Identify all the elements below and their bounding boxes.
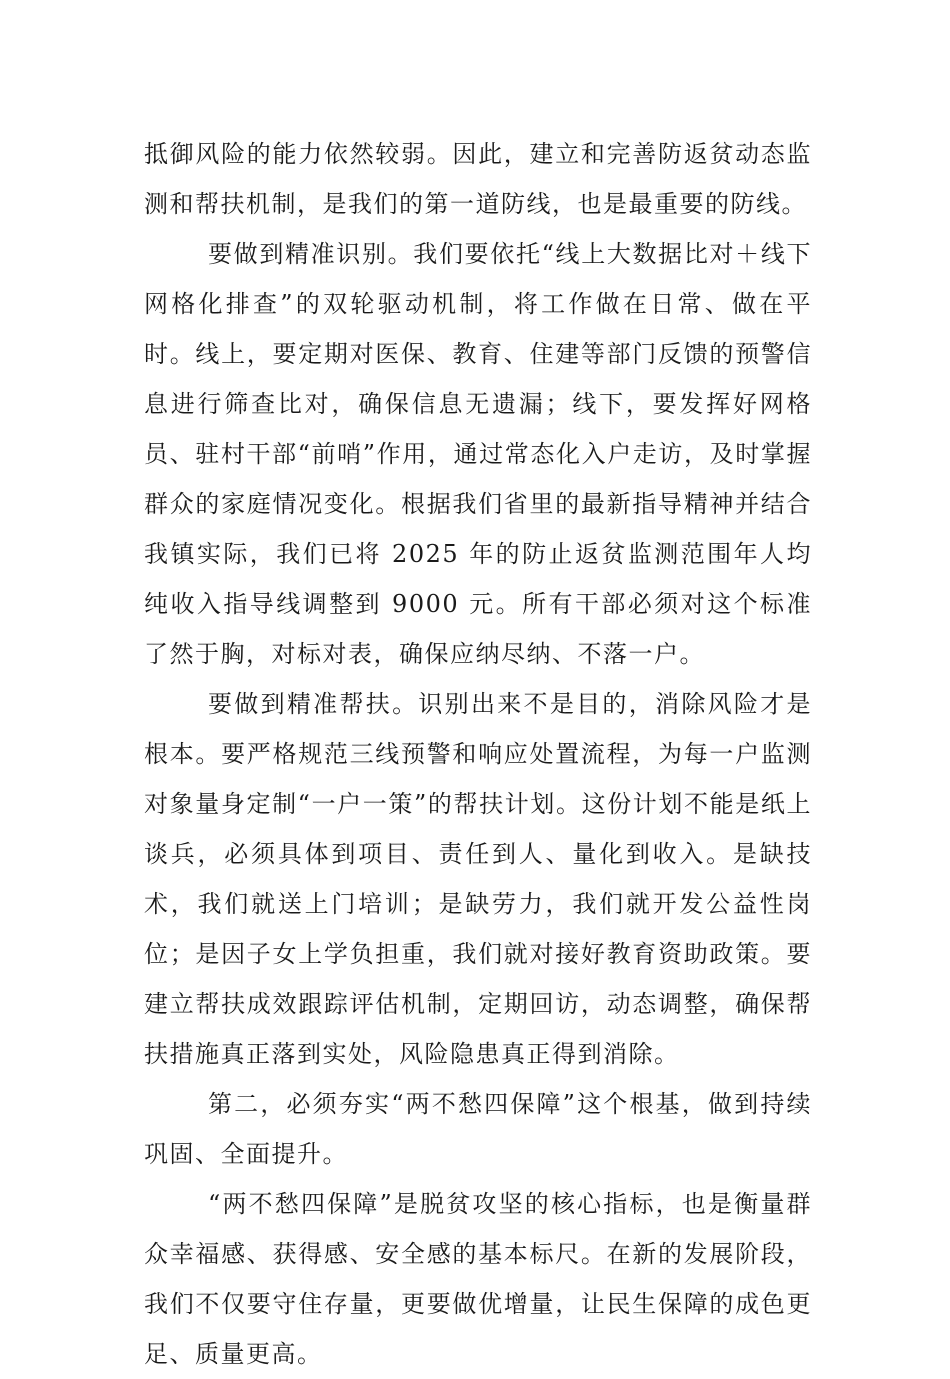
paragraph-section-two-heading: 第二，必须夯实“两不愁四保障”这个根基，做到持续巩固、全面提升。 <box>144 1090 812 1168</box>
paragraph-two-no-worries: “两不愁四保障”是脱贫攻坚的核心指标，也是衡量群众幸福感、获得感、安全感的基本标尺。在新的发展阶段，我们不仅要守住存量，更要做优增量，让民生保障的成色更足、质量更高。 <box>144 1190 812 1368</box>
document-body <box>144 129 812 1379</box>
paragraph-precise-assistance: 要做到精准帮扶。识别出来不是目的，消除风险才是根本。要严格规范三线预警和响应处置流程，为每一户监测对象量身定制“一户一策”的帮扶计划。这份计划不能是纸上谈兵，必须具体到项目、责任到人、量化到收入。是缺技术，我们就送上门培训；是缺劳力，我们就开发公益性岗位；是因子女上学负担重，我们就对接好教育资助政策。要建立帮扶成效跟踪评估机制，定期回访，动态调整，确保帮扶措施真正落到实处，风险隐患真正得到消除。 <box>144 690 812 1068</box>
paragraph-precise-identification: 要做到精准识别。我们要依托“线上大数据比对＋线下网格化排查”的双轮驱动机制，将工作做在日常、做在平时。线上，要定期对医保、教育、住建等部门反馈的预警信息进行筛查比对，确保信息无遗漏；线下，要发挥好网格员、驻村干部“前哨”作用，通过常态化入户走访，及时掌握群众的家庭情况变化。根据我们省里的最新指导精神并结合我镇实际，我们已将 2025 年的防止返贫监测范围年人均纯收入指导线调整到 9000 元。所有干部必须对这个标准了然于胸，对标对表，确保应纳尽纳、不落一户。 <box>144 240 812 668</box>
paragraph-continuation: 抵御风险的能力依然较弱。因此，建立和完善防返贫动态监测和帮扶机制，是我们的第一道防线，也是最重要的防线。 <box>144 140 812 218</box>
